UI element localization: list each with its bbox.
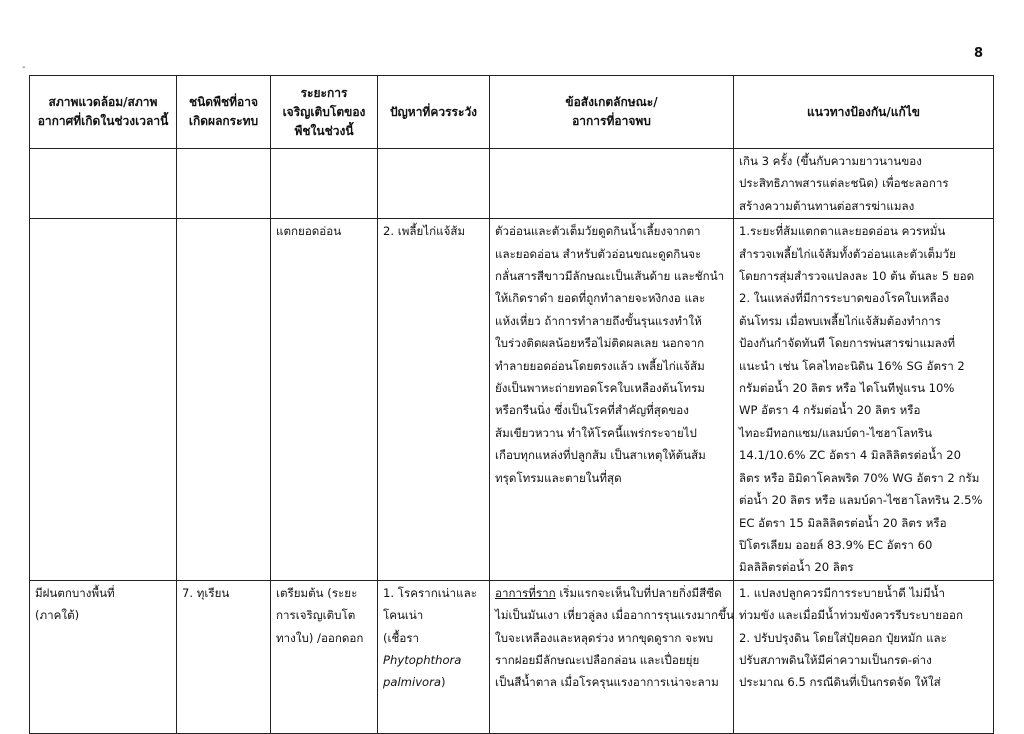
text-line: 1.ระยะที่ส้มแตกตาและยอดอ่อน ควรหมั่น xyxy=(739,224,946,239)
cell-symptoms xyxy=(490,580,734,733)
text-line: เกิน 3 ครั้ง (ขึ้นกับความยาวนานของ xyxy=(739,154,922,168)
table-header-row xyxy=(30,76,994,149)
header-line: เกิดผลกระทบ xyxy=(188,114,259,128)
cell-problem xyxy=(378,219,490,581)
text-fragment: ) xyxy=(441,675,446,690)
text-line: กรัมต่อน้ำ 20 ลิตร หรือ ไดโนทีฟูแรน 10% xyxy=(739,381,955,396)
cell-crop xyxy=(177,149,271,219)
text-line: (ภาคใต้) xyxy=(35,608,80,623)
text-line: ทรุดโทรมและตายในที่สุด xyxy=(495,470,622,485)
text-line: ต้นโทรม เมื่อพบเพลี้ยไก่แจ้ส้มต้องทำการ xyxy=(739,313,941,328)
table-row xyxy=(30,219,994,581)
pathogen-genus: Phytophthora xyxy=(383,652,462,667)
text-line: ประมาณ 6.5 กรณีดินที่เป็นกรดจัด ให้ใส่ xyxy=(739,675,941,690)
text-line: หรือกรีนนิ่ง ซึ่งเป็นโรคที่สำคัญที่สุดของ xyxy=(495,403,689,418)
page-number: 8 xyxy=(974,46,984,61)
cell-crop xyxy=(177,580,271,733)
cell-environment xyxy=(30,580,177,733)
header-problem xyxy=(378,76,490,149)
text-line: เตรียมต้น (ระยะ xyxy=(276,585,358,600)
header-growth-stage xyxy=(271,76,378,149)
cell-problem xyxy=(378,580,490,733)
text-line: 2. ในแหล่งที่มีการระบาดของโรคใบเหลือง xyxy=(739,291,950,306)
text-line: ปิโตรเลียม ออยล์ 83.9% EC อัตรา 60 xyxy=(739,537,933,552)
header-line: แนวทางป้องกัน/แก้ไข xyxy=(807,104,920,119)
pathogen-species: palmivora xyxy=(383,675,442,690)
text-line: และยอดอ่อน สำหรับตัวอ่อนขณะดูดกินจะ xyxy=(495,246,702,261)
header-crop xyxy=(177,76,271,149)
text-line: 2. ปรับปรุงดิน โดยใส่ปุ๋ยคอก ปุ๋ยหมัก และ xyxy=(739,630,947,645)
text-line: มีฝนตกบางพื้นที่ xyxy=(35,585,115,600)
header-symptoms xyxy=(490,76,734,149)
text-line: ส้มเขียวหวาน ทำให้โรคนี้แพร่กระจายไป xyxy=(495,425,697,440)
cell-symptoms xyxy=(490,219,734,581)
header-line: อาการที่อาจพบ xyxy=(572,114,651,128)
header-line: พืชในช่วงนี้ xyxy=(294,123,354,138)
cell-stage xyxy=(271,580,378,733)
text-line: สำรวจเพลี้ยไก่แจ้ส้มทั้งตัวอ่อนและตัวเต็มวัย xyxy=(739,246,956,261)
symptom-label: อาการที่ราก xyxy=(495,585,556,600)
text-line: ทำลายยอดอ่อนโดยตรงแล้ว เพลี้ยไก่แจ้ส้ม xyxy=(495,358,705,373)
table-row xyxy=(30,580,994,733)
text-line: แห้งเหี่ยว ถ้าการทำลายถึงขั้นรุนแรงทำให้ xyxy=(495,313,702,328)
text-line: กลั่นสารสีขาวมีลักษณะเป็นเส้นด้าย และชักนำ xyxy=(495,269,725,284)
cell-solution xyxy=(734,219,994,581)
text-line: 7. ทุเรียน xyxy=(182,585,230,600)
table-row xyxy=(30,149,994,219)
stray-mark: - xyxy=(22,62,26,73)
header-solution xyxy=(734,76,994,149)
text-line: ต่อน้ำ 20 ลิตร หรือ แลมบ์ดา-ไซฮาโลทริน 2.5% xyxy=(739,493,983,508)
text-line: แตกยอดอ่อน xyxy=(276,224,342,239)
header-line: ข้อสังเกตลักษณะ/ xyxy=(565,95,658,109)
cell-symptoms xyxy=(490,149,734,219)
text-line: 14.1/10.6% ZC อัตรา 4 มิลลิลิตรต่อน้ำ 20 xyxy=(739,448,962,463)
cell-environment xyxy=(30,219,177,581)
cell-solution xyxy=(734,149,994,219)
text-line: ป้องกันกำจัดทันที โดยการพ่นสารฆ่าแมลงที่ xyxy=(739,336,956,351)
text-line: EC อัตรา 15 มิลลิลิตรต่อน้ำ 20 ลิตร หรือ xyxy=(739,515,947,530)
text-line: ท่วมขัง และเมื่อมีน้ำท่วมขังควรรีบระบายออก xyxy=(739,608,964,623)
text-line: ลิตร หรือ อิมิดาโคลพริด 70% WG อัตรา 2 กรัม xyxy=(739,470,980,485)
text-line: 1. แปลงปลูกควรมีการระบายน้ำดี ไม่มีน้ำ xyxy=(739,585,946,600)
text-line: ใบร่วงติดผลน้อยหรือไม่ติดผลเลย นอกจาก xyxy=(495,336,705,351)
text-line: ปรับสภาพดินให้มีค่าความเป็นกรด-ด่าง xyxy=(739,652,932,667)
text-line: ใบจะเหลืองและหลุดร่วง หากขุดดูราก จะพบ xyxy=(495,630,714,645)
cell-crop xyxy=(177,219,271,581)
text-line: รากฝอยมีลักษณะเปลือกล่อน และเปื่อยยุ่ย xyxy=(495,652,700,667)
text-line: WP อัตรา 4 กรัมต่อน้ำ 20 ลิตร หรือ xyxy=(739,403,921,418)
header-line: อากาศที่เกิดในช่วงเวลานี้ xyxy=(37,114,169,128)
text-line: แนะนำ เช่น โคลไทอะนิดิน 16% SG อัตรา 2 xyxy=(739,358,965,373)
header-line: สภาพแวดล้อม/สภาพ xyxy=(48,95,158,109)
header-line: ระยะการ xyxy=(300,85,348,100)
cell-solution xyxy=(734,580,994,733)
text-line: ทางใบ) /ออกดอก xyxy=(276,630,364,645)
text-line: การเจริญเติบโต xyxy=(276,608,356,623)
cell-environment xyxy=(30,149,177,219)
text-line: ไม่เป็นมันเงา เหี่ยวลู่ลง เมื่ออาการรุนแรงมากขึ้น xyxy=(495,608,734,623)
header-environment xyxy=(30,76,177,149)
text-fragment: เริ่มแรกจะเห็นใบที่ปลายกิ่งมีสีซีด xyxy=(555,585,722,600)
text-line: โคนเน่า xyxy=(383,608,424,623)
text-line: ไทอะมีทอกแซม/แลมบ์ดา-ไซฮาโลทริน xyxy=(739,425,933,440)
text-line: ให้เกิดราดำ ยอดที่ถูกทำลายจะหงิกงอ และ xyxy=(495,291,706,306)
text-line: ประสิทธิภาพสารแต่ละชนิด) เพื่อชะลอการ xyxy=(739,176,949,191)
cell-problem xyxy=(378,149,490,219)
header-line: เจริญเติบโตของ xyxy=(282,104,366,119)
text-line: เกือบทุกแหล่งที่ปลูกส้ม เป็นสาเหตุให้ต้นส้ม xyxy=(495,448,706,463)
text-line: มิลลิลิตรต่อน้ำ 20 ลิตร xyxy=(739,560,854,575)
cell-stage xyxy=(271,149,378,219)
text-line: สร้างความต้านทานต่อสารฆ่าแมลง xyxy=(739,198,915,213)
text-line: 1. โรครากเน่าและ xyxy=(383,585,477,600)
text-line: ยังเป็นพาหะถ่ายทอดโรคใบเหลืองต้นโทรม xyxy=(495,381,705,396)
text-line: (เชื้อรา xyxy=(383,630,420,645)
text-line: เป็นสีน้ำตาล เมื่อโรครุนแรงอาการเน่าจะลาม xyxy=(495,675,719,690)
cell-stage xyxy=(271,219,378,581)
text-line: ตัวอ่อนและตัวเต็มวัยดูดกินน้ำเลี้ยงจากตา xyxy=(495,224,701,239)
text-line: โดยการสุ่มสำรวจแปลงละ 10 ต้น ต้นละ 5 ยอด xyxy=(739,269,975,284)
header-line: ชนิดพืชที่อาจ xyxy=(188,95,259,109)
header-line: ปัญหาที่ควรระวัง xyxy=(389,104,478,119)
pest-management-table xyxy=(29,75,994,734)
text-line: 2. เพลี้ยไก่แจ้ส้ม xyxy=(383,224,466,239)
